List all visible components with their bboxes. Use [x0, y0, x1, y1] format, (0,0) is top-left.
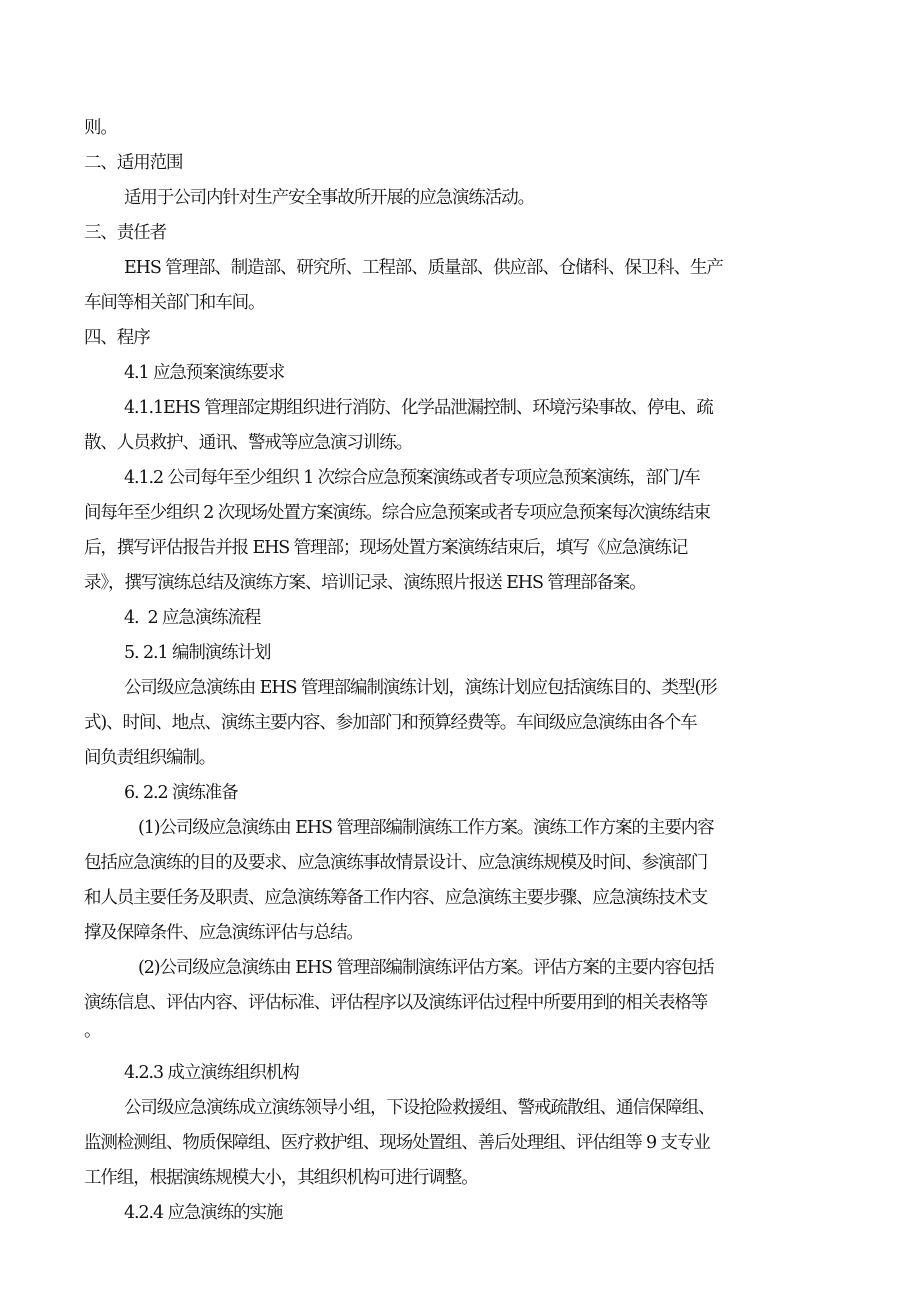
heading-2-3: 4.2.3 成立演练组织机构 [124, 1063, 299, 1083]
heading-4-2-text: 2 应急演练流程 [147, 608, 261, 628]
text-line: EHS 管理部、制造部、研究所、工程部、质量部、供应部、仓储科、保卫科、生产 [124, 258, 723, 278]
heading-2-4: 4.2.4 应急演练的实施 [124, 1203, 283, 1223]
heading-procedure: 四、程序 [84, 328, 150, 348]
text-line: 则。 [84, 118, 117, 138]
text-line: 公司级应急演练成立演练领导小组，下设抢险救援组、警戒疏散组、通信保障组、 [124, 1098, 715, 1118]
text-line: (1)公司级应急演练由 EHS 管理部编制演练工作方案。演练工作方案的主要内容 [138, 818, 714, 838]
section-number: 4. [124, 608, 139, 628]
text-line: 工作组，根据演练规模大小，其组织机构可进行调整。 [84, 1168, 478, 1188]
text-line: 公司级应急演练由 EHS 管理部编制演练计划，演练计划应包括演练目的、类型(形 [124, 678, 717, 698]
heading-responsible: 三、责任者 [84, 223, 166, 243]
text-line: (2)公司级应急演练由 EHS 管理部编制演练评估方案。评估方案的主要内容包括 [138, 958, 714, 978]
text-line: 。 [84, 1021, 101, 1041]
text-line: 间负责组织编制。 [84, 748, 216, 768]
heading-4-1: 4.1 应急预案演练要求 [124, 363, 285, 383]
text-line: 散、人员救护、通讯、警戒等应急演习训练。 [84, 433, 412, 453]
heading-2-1: 5. 2.1 编制演练计划 [124, 643, 271, 663]
text-line: 撑及保障条件、应急演练评估与总结。 [84, 923, 363, 943]
text-line: 监测检测组、物质保障组、医疗救护组、现场处置组、善后处理组、评估组等 9 支专业 [84, 1133, 710, 1153]
heading-scope: 二、适用范围 [84, 153, 183, 173]
text-line: 后，撰写评估报告并报 EHS 管理部；现场处置方案演练结束后，填写《应急演练记 [84, 538, 688, 558]
text-line: 适用于公司内针对生产安全事故所开展的应急演练活动。 [124, 188, 534, 208]
text-line: 4.1.2 公司每年至少组织 1 次综合应急预案演练或者专项应急预案演练，部门/车 [124, 468, 700, 488]
text-line: 间每年至少组织 2 次现场处置方案演练。综合应急预案或者专项应急预案每次演练结束 [84, 503, 710, 523]
text-line: 车间等相关部门和车间。 [84, 293, 265, 313]
text-line: 和人员主要任务及职责、应急演练筹备工作内容、应急演练主要步骤、应急演练技术支 [84, 888, 708, 908]
heading-2-2: 6. 2.2 演练准备 [124, 783, 238, 803]
text-line: 4.1.1EHS 管理部定期组织进行消防、化学品泄漏控制、环境污染事故、停电、疏 [124, 398, 713, 418]
text-line: 演练信息、评估内容、评估标准、评估程序以及演练评估过程中所要用到的相关表格等 [84, 993, 708, 1013]
text-line: 式)、时间、地点、演练主要内容、参加部门和预算经费等。车间级应急演练由各个车 [84, 713, 697, 733]
text-line: 包括应急演练的目的及要求、应急演练事故情景设计、应急演练规模及时间、参演部门 [84, 853, 708, 873]
heading-4-2 [124, 606, 884, 630]
text-line: 录》，撰写演练总结及演练方案、培训记录、演练照片报送 EHS 管理部备案。 [84, 573, 646, 593]
